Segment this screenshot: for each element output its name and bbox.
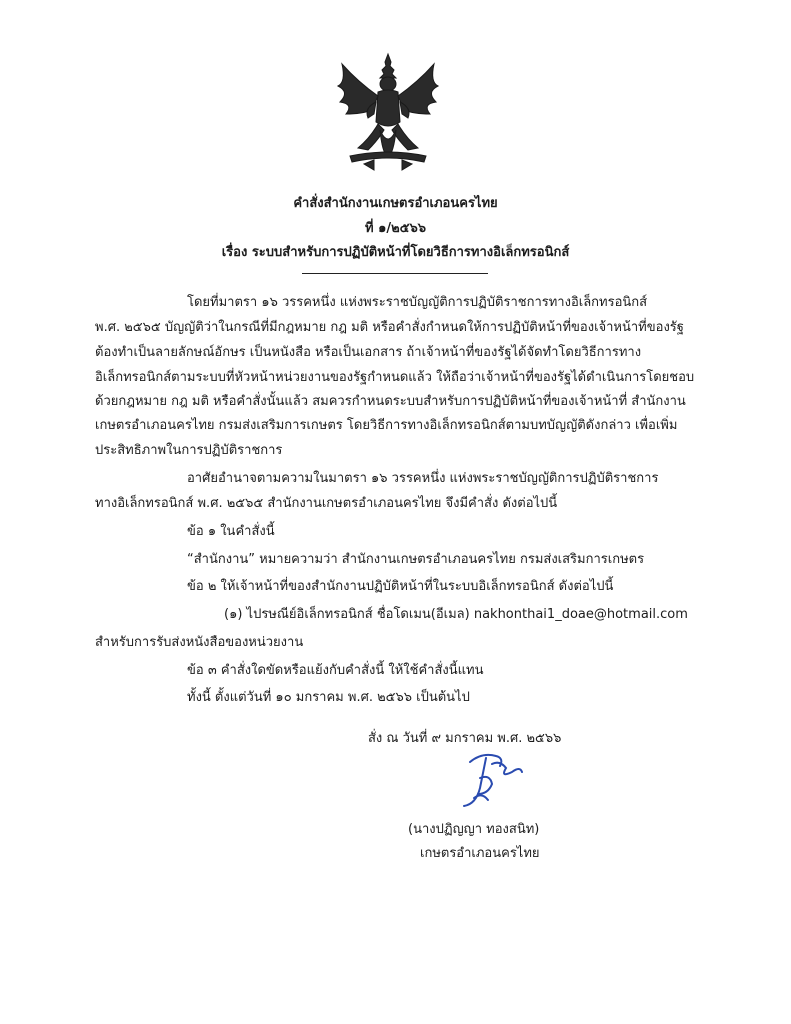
clause-2-item-1-cont: สำหรับการรับส่งหนังสือของหน่วยงาน (95, 635, 304, 650)
order-subject: เรื่อง ระบบสำหรับการปฏิบัติหน้าที่โดยวิธีการทางอิเล็กทรอนิกส์ (221, 245, 570, 260)
signer-position: เกษตรอำเภอนครไทย (420, 846, 540, 861)
order-number: ที่ ๑/๒๕๖๖ (364, 221, 426, 236)
garuda-emblem-icon (328, 52, 448, 174)
para1-line: โดยที่มาตรา ๑๖ วรรคหนึ่ง แห่งพระราชบัญญัติการปฏิบัติราชการทางอิเล็กทรอนิกส์ (187, 295, 648, 310)
effective-date: ทั้งนี้ ตั้งแต่วันที่ ๑๐ มกราคม พ.ศ. ๒๕๖๖ เป็นต้นไป (187, 690, 470, 705)
clause-1: ข้อ ๑ ในคำสั่งนี้ (187, 524, 275, 539)
para1-line: ด้วยกฎหมาย กฎ มติ หรือคำสั่งนั้นแล้ว สมควรกำหนดระบบสำหรับการปฏิบัติหน้าที่ของเจ้าหน้าที่ สำนักงาน (95, 394, 686, 409)
para1-line: ต้องทำเป็นลายลักษณ์อักษร เป็นหนังสือ หรือเป็นเอกสาร ถ้าเจ้าหน้าที่ของรัฐได้จัดทำโดยวิธีการทาง (95, 345, 642, 360)
para1-line: ประสิทธิภาพในการปฏิบัติราชการ (95, 443, 283, 458)
para2-line: ทางอิเล็กทรอนิกส์ พ.ศ. ๒๕๖๕ สำนักงานเกษตรอำเภอนครไทย จึงมีคำสั่ง ดังต่อไปนี้ (95, 496, 558, 511)
para1-line: อิเล็กทรอนิกส์ตามระบบที่หัวหน้าหน่วยงานของรัฐกำหนดแล้ว ให้ถือว่าเจ้าหน้าที่ของรัฐได้ดำเนินการโดยชอบ (95, 370, 695, 385)
para1-line: พ.ศ. ๒๕๖๕ บัญญัติว่าในกรณีที่มีกฎหมาย กฎ มติ หรือคำสั่งกำหนดให้การปฏิบัติหน้าที่ของเจ้าหน้าที่ของรัฐ (95, 320, 684, 335)
definition-office: “สำนักงาน” หมายความว่า สำนักงานเกษตรอำเภอนครไทย กรมส่งเสริมการเกษตร (187, 552, 645, 567)
clause-3: ข้อ ๓ คำสั่งใดขัดหรือแย้งกับคำสั่งนี้ ให้ใช้คำสั่งนี้แทน (187, 663, 484, 678)
para1-line: เกษตรอำเภอนครไทย กรมส่งเสริมการเกษตร โดยวิธีการทางอิเล็กทรอนิกส์ตามบทบัญญัติดังกล่าว เพื่อเพิ่ม (95, 418, 678, 433)
clause-2: ข้อ ๒ ให้เจ้าหน้าที่ของสำนักงานปฏิบัติหน้าที่ในระบบอิเล็กทรอนิกส์ ดังต่อไปนี้ (187, 579, 614, 594)
para2-line: อาศัยอำนาจตามความในมาตรา ๑๖ วรรคหนึ่ง แห่งพระราชบัญญัติการปฏิบัติราชการ (187, 471, 659, 486)
title-divider (302, 273, 488, 274)
signature (430, 748, 550, 818)
signing-date: สั่ง ณ วันที่ ๙ มกราคม พ.ศ. ๒๕๖๖ (368, 731, 562, 746)
clause-2-item-1: (๑) ไปรษณีย์อิเล็กทรอนิกส์ ชื่อโดเมน(อีเมล) nakhonthai1_doae@hotmail.com (224, 607, 688, 622)
order-title: คำสั่งสำนักงานเกษตรอำเภอนครไทย (293, 196, 498, 211)
signer-name: (นางปฏิญญา ทองสนิท) (408, 822, 540, 837)
